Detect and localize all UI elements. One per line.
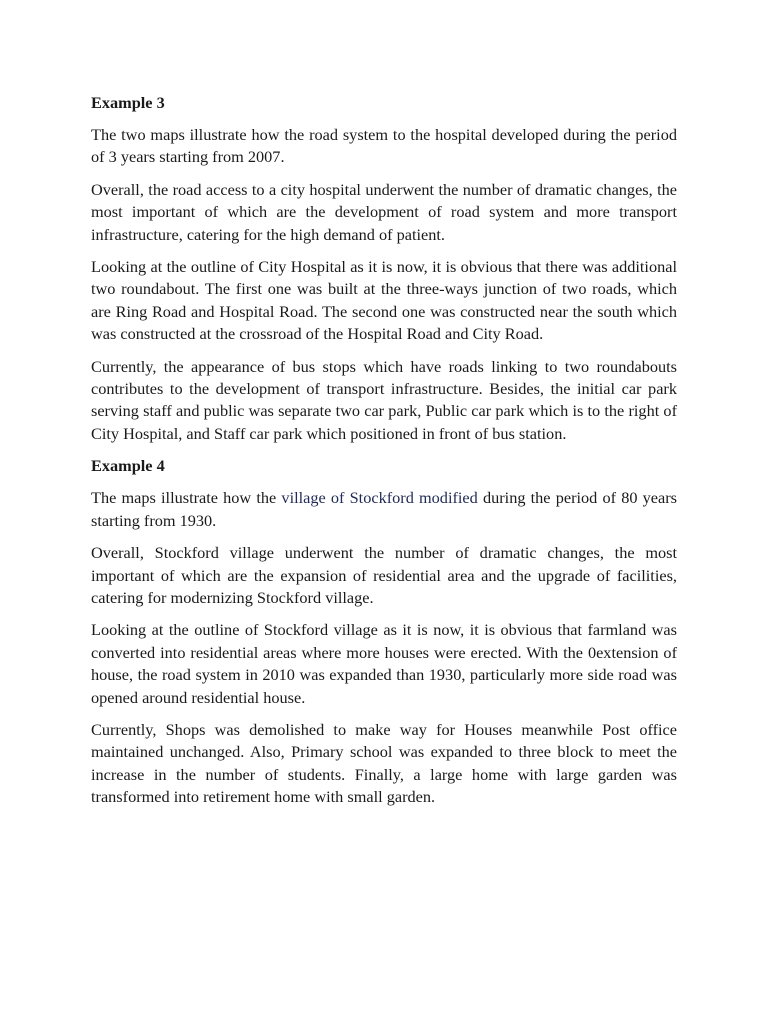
example-3-paragraph-3: Looking at the outline of City Hospital as it is now, it is obvious that there was additional two roundabout. The first one was built at the three-ways junction of two roads, which are Ring Road and Hospital Road. The second one was constructed near the south which was constructed at the crossroad of the Hospital Road and City Road. xyxy=(91,257,677,344)
example-3-paragraph-1: The two maps illustrate how the road system to the hospital developed during the period of 3 years starting from 2007. xyxy=(91,125,677,167)
example-3-heading: Example 3 xyxy=(91,93,165,112)
example-4-intro-paragraph xyxy=(91,487,677,532)
example-3-paragraph-4: Currently, the appearance of bus stops which have roads linking to two roundabouts contributes to the development of transport infrastructure. Besides, the initial car park serving staff and public was separate two car park, Public car park which is to the right of City Hospital, and Staff car park which positioned in front of bus station. xyxy=(91,356,677,443)
intro-text-after: during the period of 80 years starting from 1930. xyxy=(91,488,677,530)
village-of-stockford-link[interactable]: village of Stockford modified xyxy=(281,488,478,508)
example-4-paragraph-2: Overall, Stockford village underwent the number of dramatic changes, the most important of which are the expansion of residential area and the upgrade of facilities, catering for modernizing Stockford village. xyxy=(91,543,677,607)
example-4-heading: Example 4 xyxy=(91,456,165,476)
example-4-paragraph-4: Currently, Shops was demolished to make way for Houses meanwhile Post office maintained unchanged. Also, Primary school was expanded to three block to meet the increase in the number of students. Finally, a large home with large garden was transformed into retirement home with small garden. xyxy=(91,719,677,807)
document-page xyxy=(91,92,677,819)
example-4-paragraph-3: Looking at the outline of Stockford village as it is now, it is obvious that farmland was converted into residential areas where more houses were erected. With the 0extension of house, the road system in 2010 was expanded than 1930, particularly more side road was opened around residential house. xyxy=(91,620,677,707)
example-3-paragraph-2: Overall, the road access to a city hospital underwent the number of dramatic changes, the most important of which are the development of road system and more transport infrastructure, catering for the high demand of patient. xyxy=(91,179,677,244)
intro-text-before: The maps illustrate how the xyxy=(91,488,282,508)
